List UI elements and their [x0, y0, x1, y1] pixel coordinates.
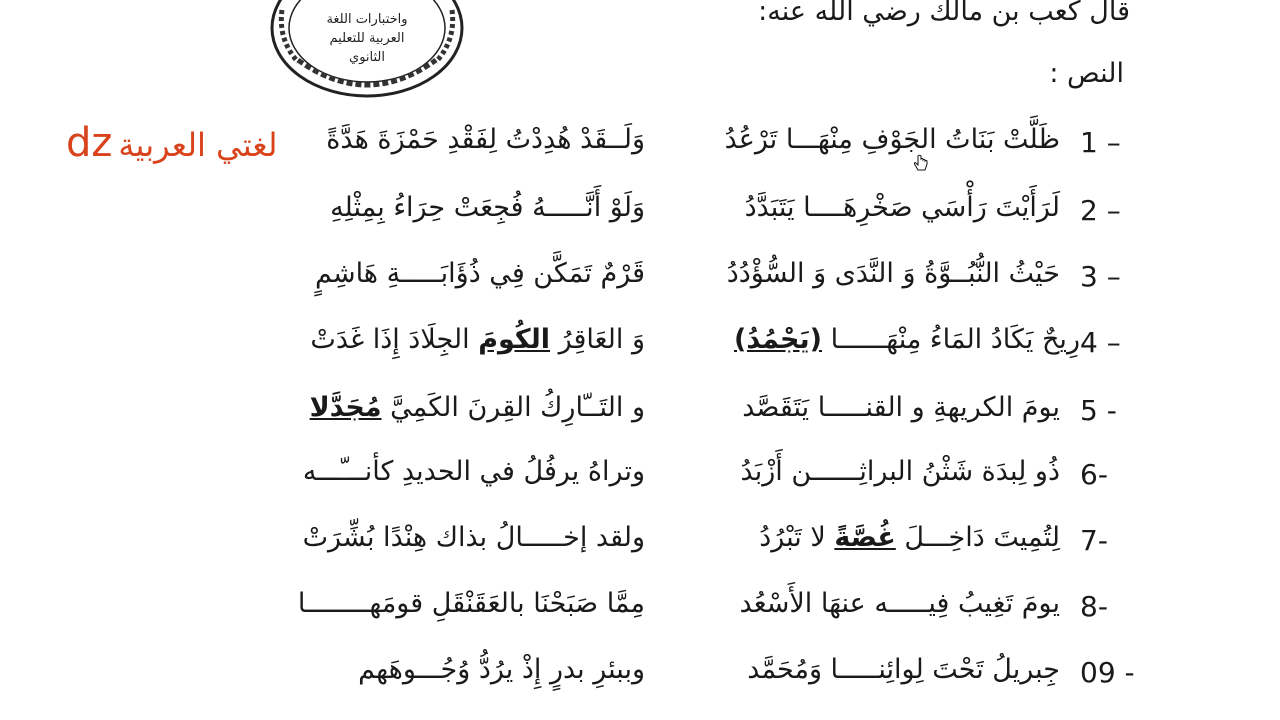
verse-second-hemistich [620, 324, 1080, 355]
verse-row [0, 320, 1280, 370]
hemistich-text: الجِلَادَ إِذَا غَدَتْ [310, 324, 479, 355]
verse-row [0, 388, 1280, 438]
watermark-arabic: لغتي العربية [118, 126, 278, 164]
verse-first-hemistich [225, 392, 645, 423]
verse-second-hemistich [620, 522, 1060, 553]
seal-line-3: العربية للتعليم [329, 31, 405, 46]
verse-number: 4 – [1080, 326, 1121, 359]
verse-second-hemistich: لَرَأَيْتَ رَأْسَي صَخْرِهَــــا يَتَبَدَّدُ [744, 192, 1060, 223]
verse-second-hemistich: ظَلَّتْ بَنَاتُ الجَوْفِ مِنْهَـــا تَرْعُدُ [724, 124, 1060, 155]
verse-second-hemistich: يومَ الكريهةِ و القنـــــا يَتَقَصَّد [742, 392, 1060, 423]
underlined-word: الكُومَ [478, 324, 550, 355]
verse-row [0, 254, 1280, 304]
verse-number: 3 – [1080, 260, 1121, 293]
hemistich-text: لِتُمِيتَ دَاخِـــلَ [895, 522, 1060, 553]
seal-line-4: الثانوي [349, 50, 385, 65]
verse-number: 5 - [1080, 394, 1117, 427]
hemistich-text: وَ العَاقِرُ [550, 324, 645, 355]
verse-second-hemistich: جِبريلُ تَحْتَ لِوائِنـــــا وَمُحَمَّد [747, 654, 1060, 685]
verse-first-hemistich: وَلَــقَدْ هُدِدْتُ لِفَقْدِ حَمْزَةَ هَدَّةً [326, 124, 645, 155]
verse-number: 2 – [1080, 194, 1121, 227]
verse-row [0, 120, 1280, 170]
verse-number: 8- [1080, 590, 1108, 623]
hand-cursor-icon [913, 154, 929, 174]
verse-row [0, 584, 1280, 634]
underlined-word: مُجَدَّلا [309, 392, 382, 423]
verse-first-hemistich [225, 324, 645, 355]
verse-row [0, 518, 1280, 568]
seal-line-2: واختبارات اللغة [326, 12, 408, 27]
verse-first-hemistich: ولقد إخـــــالُ بذاك هِنْدًا بُشِّرَتْ [302, 522, 645, 553]
verse-number: 09 - [1080, 656, 1135, 689]
verse-row [0, 188, 1280, 238]
verse-number: 6- [1080, 458, 1108, 491]
hemistich-text: لا تَبْرُدُ [759, 522, 835, 553]
verse-second-hemistich: حَيْثُ النُّبُــوَّةُ وَ النَّدَى وَ السُّؤْدُدُ [726, 258, 1060, 289]
verse-first-hemistich: مِمَّا صَبَحْنَا بالعَقَنْقَلِ قومَهــــــــا [297, 588, 645, 619]
hemistich-text: و التَــّارِكُ القِرنَ الكَمِيَّ [381, 392, 645, 423]
school-seal-stamp [268, 0, 466, 98]
verse-first-hemistich: وببئرِ بدرٍ إِذْ يرُدُّ وُجُـــوهَهم [358, 654, 645, 685]
underlined-word: غُصَّةً [834, 522, 896, 553]
verse-row [0, 650, 1280, 700]
verse-first-hemistich: وَلَوْ أَنَّـــــهُ فُجِعَتْ حِرَاءُ بِمِثْلِهِ [330, 192, 645, 223]
verse-second-hemistich: يومَ تَغِيبُ فِيـــــه عنهَا الأَسْعُد [739, 588, 1060, 619]
verse-first-hemistich: وتراهُ يرفُلُ في الحديدِ كأنـــّـــه [302, 456, 645, 487]
verse-number: 7- [1080, 524, 1108, 557]
verse-number: 1 – [1080, 126, 1121, 159]
verse-first-hemistich: قَرْمٌ تَمَكَّن فِي ذُؤَابَـــــةِ هَاشِمٍ [314, 258, 645, 289]
hemistich-text: رِيحٌ يَكَادُ المَاءُ مِنْهَــــــا [822, 324, 1080, 355]
watermark-latin: dz [66, 120, 113, 166]
text-heading: النص : [1049, 58, 1124, 89]
bold-word: (يَجْمُدُ) [734, 324, 822, 355]
verse-second-hemistich: ذُو لِبدَة شَثْنُ البراثِــــــن أَزْبَدُ [740, 456, 1060, 487]
intro-line: قال كعب بن مالك رضي الله عنه: [758, 0, 1130, 27]
verse-row [0, 452, 1280, 502]
